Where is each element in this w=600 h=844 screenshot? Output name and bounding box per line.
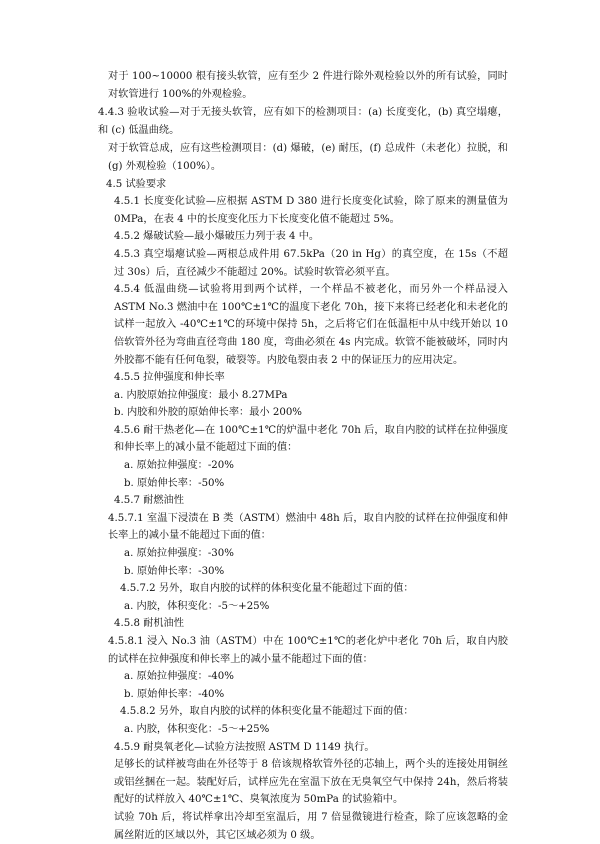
paragraph: 4.5.1 长度变化试验—应根据 ASTM D 380 进行长度变化试验，除了原来的测量值为 0MPa，在表 4 中的长度变化压力下长度变化值不能超过 5%。 (114, 196, 508, 225)
subsection-heading: 4.5.8 耐机油性 (114, 618, 184, 630)
list-item: b. 原始伸长率：-30% (124, 565, 225, 577)
list-item: b. 内胶和外胶的原始伸长率：最小 200% (114, 407, 302, 419)
subsection-heading: 4.5.7 耐燃油性 (114, 495, 184, 507)
list-item: a. 原始拉伸强度：-30% (124, 548, 234, 560)
list-item: a. 原始拉伸强度：-40% (124, 671, 234, 683)
paragraph: 对于 100~10000 根有接头软管，应有至少 2 件进行除外观检验以外的所有试验，同时对软管进行 100%的外观检验。 (108, 71, 508, 100)
subsection-heading: 4.5.9 耐臭氧老化—试验方法按照 ASTM D 1149 执行。 (114, 741, 375, 753)
paragraph: 4.4.3 验收试验—对于无接头软管，应有如下的检测项目：(a) 长度变化，(b) 真空塌瘪，和 (c) 低温曲绕。 (98, 107, 508, 136)
list-item: a. 内胶原始拉伸强度：最小 8.27MPa (114, 389, 288, 401)
paragraph: 试验 70h 后，将试样拿出冷却至室温后，用 7 倍显微镜进行检查，除了应该忽略的金属丝附近的区域以外，其它区域必须为 0 级。 (114, 811, 508, 841)
list-item: a. 原始拉伸强度：-20% (124, 460, 234, 472)
list-item: b. 原始伸长率：-50% (124, 477, 225, 489)
list-item: a. 内胶，体积变化：-5～+25% (124, 600, 270, 612)
paragraph: 4.5.6 耐干热老化—在 100℃±1℃的炉温中老化 70h 后，取自内胶的试样在拉伸强度和伸长率上的减小量不能超过下面的值： (114, 424, 508, 454)
paragraph: 4.5.7.2 另外，取自内胶的试样的体积变化量不能超过下面的值： (120, 583, 414, 595)
paragraph: 4.5.4 低温曲绕—试验将用到两个试样，一个样品不被老化，而另外一个样品浸入 ASTM No.3 燃油中在 100℃±1℃的温度下老化 70h，接下来将已经老化和未老化的试样一起放入 -40℃±1℃的环境中保持 5h，之后将它们在低温柜中从中线开始以 10 倍软管外径为弯曲直径弯曲 180 度，弯曲必须在 4s 内完成。软管不能被破坏，同时内外胶都不能有任何龟裂，破裂等。内胶龟裂由表 2 中的保证压力的应用决定。 (114, 284, 508, 366)
paragraph: 足够长的试样被弯曲在外径等于 8 倍该规格软管外径的芯轴上，两个头的连接处用铜丝或铝丝捆在一起。装配好后，试样应先在室温下放在无臭氧空气中保持 24h，然后将装配好的试样放入 40℃±1℃、臭氧浓度为 50mPa 的试验箱中。 (114, 759, 508, 806)
subsection-heading: 4.5.5 拉伸强度和伸长率 (114, 372, 225, 384)
list-item: a. 内胶，体积变化：-5～+25% (124, 723, 270, 735)
paragraph: 4.5.2 爆破试验—最小爆破压力列于表 4 中。 (114, 231, 320, 243)
paragraph: 4.5.8.1 浸入 No.3 油（ASTM）中在 100℃±1℃的老化炉中老化 70h 后，取自内胶的试样在拉伸强度和伸长率上的减小量不能超过下面的值： (108, 636, 508, 665)
paragraph: 4.5.3 真空塌瘪试验—两根总成件用 67.5kPa（20 in Hg）的真空度，在 15s（不超过 30s）后，直径减少不能超过 20%。试验时软管必须平直。 (114, 248, 508, 278)
paragraph: 4.5.7.1 室温下浸渍在 B 类（ASTM）燃油中 48h 后，取自内胶的试样在拉伸强度和伸长率上的减小量不能超过下面的值： (108, 512, 508, 542)
list-item: b. 原始伸长率：-40% (124, 688, 225, 700)
section-heading: 4.5 试验要求 (106, 178, 167, 190)
paragraph: 对于软管总成，应有这些检测项目：(d) 爆破，(e) 耐压，(f) 总成件（未老化）拉脱，和 (g) 外观检验（100%）。 (108, 143, 508, 172)
paragraph: 4.5.8.2 另外，取自内胶的试样的体积变化量不能超过下面的值： (120, 706, 414, 718)
